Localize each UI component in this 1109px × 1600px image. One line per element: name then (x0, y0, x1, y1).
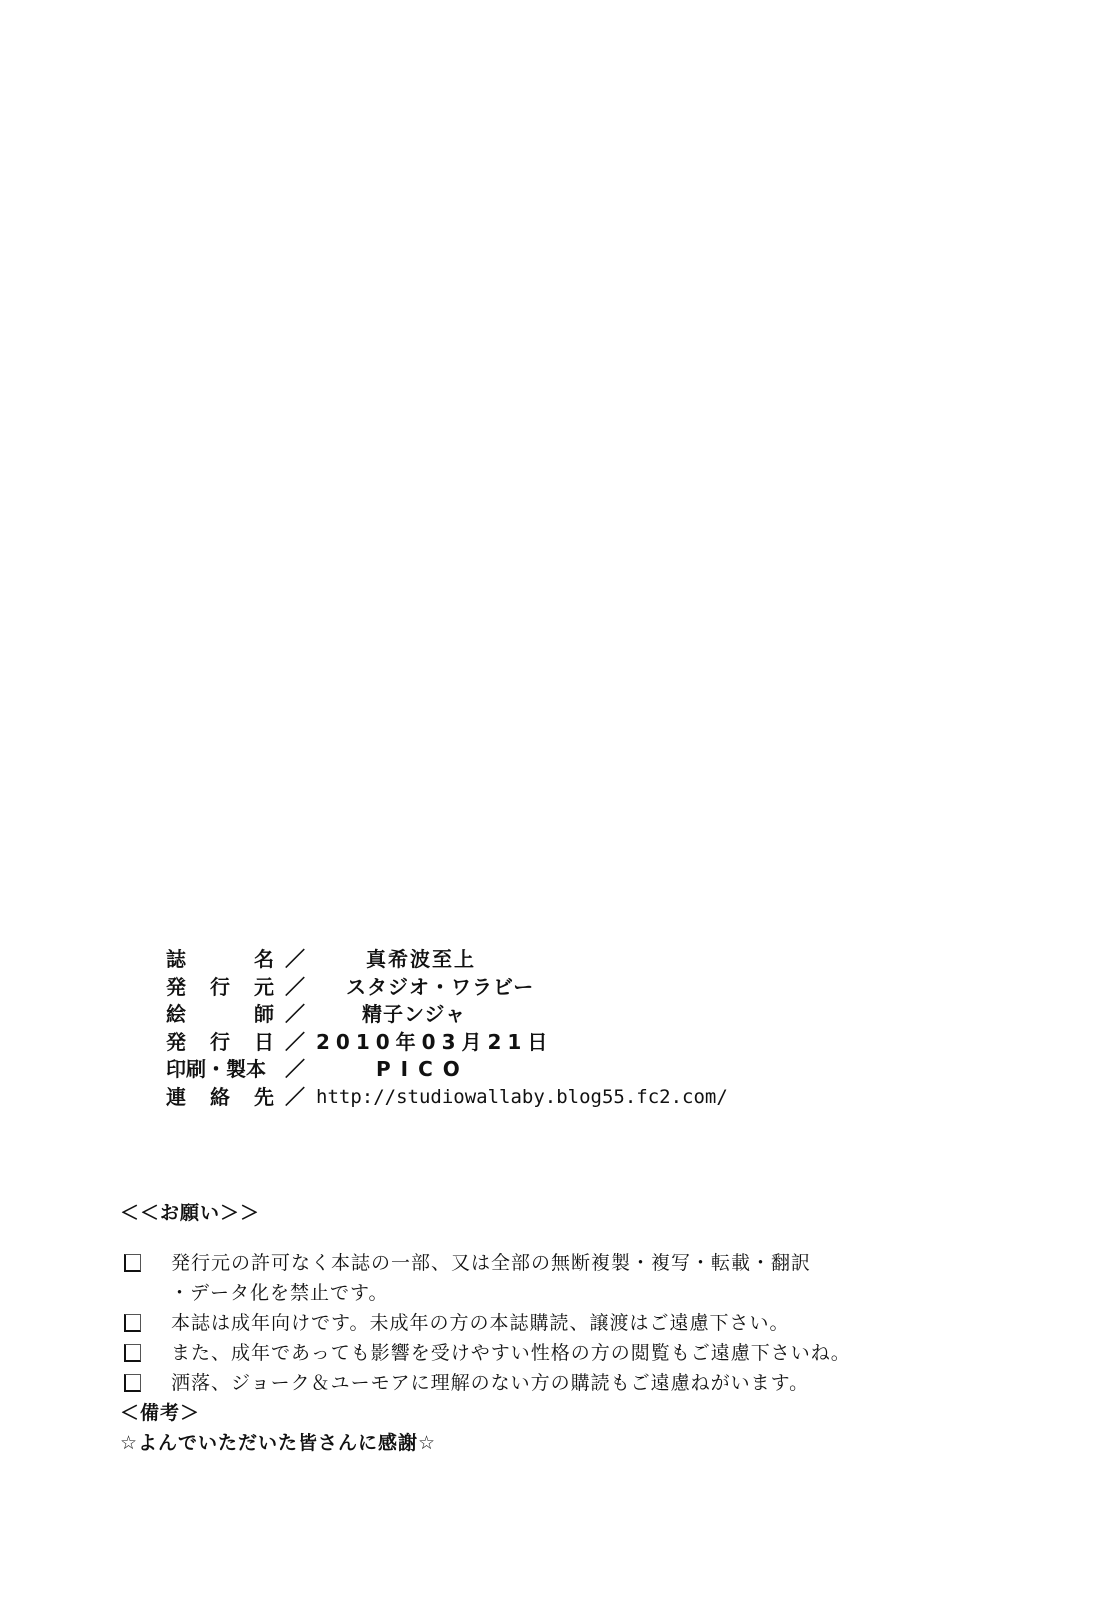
colophon-row-title (166, 946, 728, 974)
publish-date: 2010年03月21日 (316, 1029, 554, 1054)
checkbox-bullet-icon (124, 1374, 141, 1392)
notice-block (120, 1198, 1080, 1458)
colophon-row-printer (166, 1056, 728, 1084)
field-separator: ／ (285, 1057, 305, 1081)
publisher-name: スタジオ・ワラビー (346, 974, 535, 999)
notice-heading: ＜＜お願い＞＞ (120, 1202, 261, 1224)
colophon-row-date (166, 1029, 728, 1057)
printer-name: PICO (376, 1057, 470, 1081)
field-label-artist: 絵 師 (166, 1002, 274, 1026)
thanks-message: ☆よんでいただいた皆さんに感謝☆ (120, 1432, 437, 1454)
field-separator: ／ (285, 1029, 305, 1054)
notice-item (120, 1338, 1080, 1368)
field-label-printer: 印刷・製本 (166, 1057, 266, 1081)
field-label-date: 発 行 日 (166, 1029, 274, 1054)
field-label-title: 誌 名 (166, 947, 274, 971)
notice-item (120, 1248, 1080, 1278)
checkbox-bullet-icon (124, 1254, 141, 1272)
notice-item-text: 発行元の許可なく本誌の一部、又は全部の無断複製・複写・転載・翻訳 (171, 1252, 812, 1274)
field-label-publisher: 発 行 元 (166, 974, 274, 999)
field-separator: ／ (285, 947, 305, 971)
contact-url: http://studiowallaby.blog55.fc2.com/ (316, 1085, 728, 1108)
field-separator: ／ (285, 974, 305, 999)
notice-item-continuation: ・データ化を禁止です。 (170, 1282, 389, 1304)
notice-item (120, 1368, 1080, 1398)
colophon-row-publisher (166, 974, 728, 1002)
colophon-row-artist (166, 1001, 728, 1029)
checkbox-bullet-icon (124, 1344, 141, 1362)
field-label-contact: 連 絡 先 (166, 1084, 274, 1109)
notice-item (120, 1308, 1080, 1338)
magazine-title: 真希波至上 (366, 947, 476, 971)
field-separator: ／ (285, 1002, 305, 1026)
notes-heading: ＜備考＞ (120, 1402, 201, 1424)
notice-item-text: 洒落、ジョーク＆ユーモアに理解のない方の購読もご遠慮ねがいます。 (171, 1372, 810, 1394)
colophon-row-contact (166, 1084, 728, 1112)
colophon-block (166, 946, 728, 1111)
field-separator: ／ (285, 1084, 305, 1109)
notice-item-text: また、成年であっても影響を受けやすい性格の方の閲覧もご遠慮下さいね。 (171, 1342, 851, 1364)
notice-item-text: 本誌は成年向けです。未成年の方の本誌購読、譲渡はご遠慮下さい。 (171, 1312, 790, 1334)
checkbox-bullet-icon (124, 1314, 141, 1332)
artist-name: 精子ンジャ (362, 1002, 467, 1026)
